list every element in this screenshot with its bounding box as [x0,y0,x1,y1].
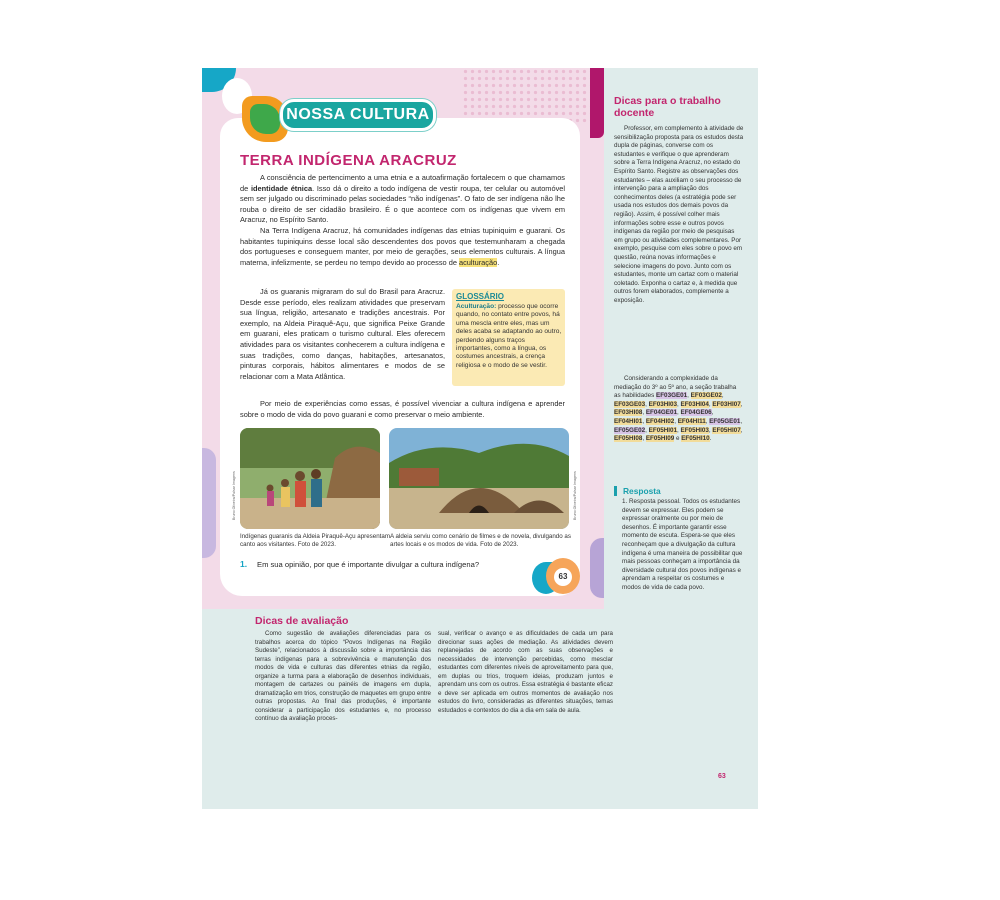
p1-bold: identidade étnica [250,183,313,193]
photo-indigenous-hut [389,428,569,529]
skill-code: EF05HI01 [648,426,678,434]
banner-label: NOSSA CULTURA [286,106,430,123]
skill-code: EF04HI11 [677,417,706,425]
question-number: 1. [240,559,248,569]
photo-credit-2: Bruno Oliveira/Pulsar Imagens [573,471,577,520]
glossary-box [452,289,565,386]
skill-code: EF03HI03 [648,400,678,408]
glossary-term: Aculturação: [456,303,497,310]
photo-guarani-singing [240,428,380,529]
folio-number: 63 [718,773,726,780]
caption-2: A aldeia serviu como cenário de filmes e de novela, divulgando as artes locais e os modos de vida. Foto de 2023. [390,533,571,548]
caption-1: Indígenas guaranis da Aldeia Piraquê-Açu apresentam canto aos visitantes. Foto de 2023. [240,533,390,548]
skill-code: EF03GE02 [690,392,722,400]
skill-code: EF04GE06 [680,409,712,417]
page-title: TERRA INDÍGENA ARACRUZ [240,152,457,169]
side-decoration-right [590,538,604,598]
sidebar-paragraph-2: Considerando a complexidade da mediação do 3º ao 5º ano, a seção trabalha as habilidades EF03GE01, EF03GE02, EF03GE03, EF03HI03, EF03HI04, EF03HI07, EF03HI08, EF04GE01, EF04GE06, EF04HI01, EF04HI02, EF04HI11, EF05GE01, EF05GE02, EF05HI01, EF05HI03, EF05HI07, EF05HI08, EF05HI09 e EF05HI10. [614,375,743,443]
section-banner [280,99,436,131]
answer-text: 1. Resposta pessoal. Todos os estudantes devem se expressar. Eles podem se expressar oralmente ou por meio de desenhos. É importante garantir esse momento de escuta. Espera-se que eles reconheçam que a divulgação da cultura indígena é uma maneira de possibilitar que mais pessoas conheçam a importância da diversidade cultural dos povos indígenas e aprendam a respeitar os costumes e modos de vida de cada povo. [622,498,743,591]
paragraph-4: Por meio de experiências como essas, é possível vivenciar a cultura indígena e aprender sobre o modo de vida do povo guarani e como preservar o meio ambiente. [240,399,565,419]
skill-code: EF05HI10 [681,435,710,443]
p2-text-end: . [497,257,500,267]
question-text: Em sua opinião, por que é importante divulgar a cultura indígena? [257,560,480,569]
paragraph-2 [240,226,565,268]
skill-code: EF05HI07 [712,426,741,434]
dot-pattern [462,68,602,123]
student-page [202,68,604,609]
sidebar-paragraph-1: Professor, em complemento à atividade de sensibilização proposta para os estudos desta dupla de páginas, converse com os estudantes e verifique o que aprenderam sobre a Terra Indígena Aracruz, no estado do Espírito Santo. Registre as observações dos estudantes – elas auxiliam o seu processo de intervenção para a ampliação dos conhecimentos deles (a estratégia pode ser usada nos estudos dos demais povos da região). Assim, é possível colher mais informações sobre esse e outros povos indígenas da região por meio de pesquisas em grupo ou atividades complementares. Por exemplo, pesquise com eles sobre o povo em questão, reúna novas informações e selecione imagens do povo. Junto com os estudantes, monte um cartaz com o material coletado. Exponha o cartaz e, à medida que outros forem elaborados, complemente a exposição. [614,125,744,304]
side-decoration [202,448,216,558]
answer-title: Resposta [614,486,661,496]
evaluation-title: Dicas de avaliação [255,615,349,627]
p2-text: Na Terra Indígena Aracruz, há comunidades indígenas das etnias tupiniquim e guarani. Os habitantes tupiniquins desse local são descendentes dos povos que testemunharam a chegada dos portugueses e conseguem manter, por meio de gerações, seus elementos culturais. A língua materna, infelizmente, se perdeu no tempo devido ao processo de [240,226,565,267]
skill-code: EF04HI01 [614,417,643,425]
paragraph-1 [240,173,565,226]
sidebar-stripe [590,68,604,138]
skill-code: EF05HI03 [680,426,709,434]
paragraph-3: Já os guaranis migraram do sul do Brasil para Aracruz. Desde esse período, eles realizam atividades que preservam sua língua, religião, artesanato e tradições ancestrais. Por exemplo, na Aldeia Piraquê-Açu, que significa Peixe Grande em guarani, eles praticam o turismo cultural. Eles oferecem atividades para os visitantes conhecerem a cultura indígena e suas tradições, como danças, habitações, artesanatos, pinturas corporais, hábitos alimentares e modos de se relacionar com a Mata Atlântica. [240,287,445,381]
skill-code: EF03HI04 [680,400,709,408]
glossary-title: GLOSSÁRIO [456,292,505,301]
skill-code: EF05HI09 [645,435,675,443]
skill-code: EF03GE03 [614,400,646,408]
evaluation-column-1: Como sugestão de avaliações diferenciadas para os trabalhos acerca do tópico “Povos Indígenas na Região Sudeste”, relacionados à discussão sobre a importância das terras indígenas para a sobrevivência e manutenção dos modos de vida e culturas das diferentes etnias da região, organize a turma para a elaboração de desenhos individuais, montagem de cartazes ou painéis de imagens em dupla, dramatização em trios, construção de maquetes em grupo entre outras propostas. Ao final das produções, é importante considerar a participação dos estudantes e, no processo contínuo da avaliação proces- [255,630,431,722]
skill-code: EF03HI08 [614,409,643,417]
glossary-def: processo que ocorre quando, no contato entre povos, há uma mescla entre eles, mas um deles acaba se adaptando ao outro, perdendo alguns traços importantes, como a língua, os costumes ancestrais, a crença religiosa e o modo de se vestir. [456,303,562,369]
skill-code: EF05HI08 [614,435,643,443]
skill-code: EF03HI07 [712,400,741,408]
evaluation-column-2: sual, verificar o avanço e as dificuldades de cada um para direcionar suas ações de mediação. As atividades devem replanejadas de acordo com as suas observações e necessidades de intervenção percebidas, como mesclar estudantes com diferentes níveis de aproveitamento para que, em duplas ou trios, troquem ideias, produzam juntos e aprendam uns com os outros. Essa estratégia é bastante eficaz e deve ser aplicada em outros momentos de avaliação nos estudos do livro, consideradas as diferentes situações, temas estudados e contextos do dia a dia em sala de aula. [438,630,613,714]
skill-code: EF04HI02 [645,417,675,425]
skill-code: EF03GE01 [656,392,688,400]
skills-intro: Considerando a complexidade da mediação do 3º ao 5º ano, a seção trabalha as habilidades [614,375,737,400]
glossary-definition [456,303,562,370]
p1-text: A consciência de pertencimento a uma etnia e a autoafirmação fortalecem o que chamamos de [240,173,565,193]
skill-code: EF05GE02 [614,426,646,434]
photo-credit-1: Bruno Oliveira/Pulsar Imagens [232,471,236,520]
p1-text-end: . Isso dá o direito a todo indígena de vestir roupa, ter celular ou automóvel sem ser julgado ou discriminado pelas sociedades “não indígenas”. O fato de ser indígena não lhe rouba o direito de ser cidadão brasileiro. É o que acontece com os indígenas que vivem em Aracruz, no Espírito Santo. [240,183,566,225]
skill-code: EF05GE01 [709,417,741,425]
page-number: 63 [554,568,572,586]
brazil-map-shape [250,104,280,134]
skill-code: EF04GE01 [645,409,678,417]
sidebar-title: Dicas para o trabalho docente [614,95,721,119]
skill-codes: EF03GE01, EF03GE02, EF03GE03, EF03HI03, EF03HI04, EF03HI07, EF03HI08, EF04GE01, EF04GE06, EF04HI01, EF04HI02, EF04HI11, EF05GE01, EF05GE02, EF05HI01, EF05HI03, EF05HI07, EF05HI08, EF05HI09 e EF05HI10 [614,392,743,443]
highlighted-term[interactable]: aculturação [458,257,498,267]
